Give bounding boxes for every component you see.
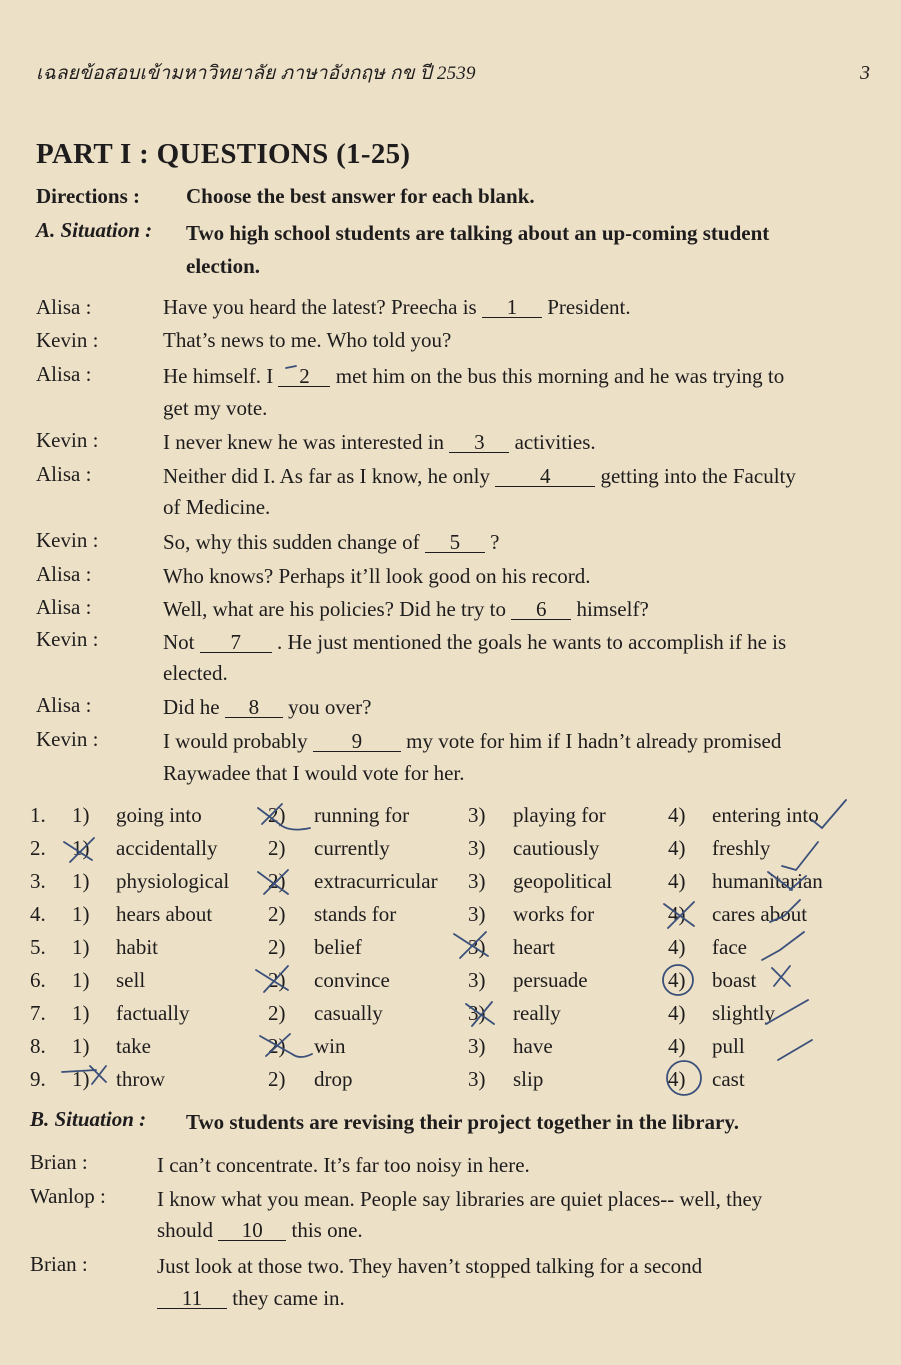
option-text: slightly: [712, 1001, 776, 1025]
speaker: Alisa :: [36, 362, 92, 386]
option-number: 3): [468, 1034, 486, 1058]
option-text: stands for: [314, 902, 397, 926]
option-text: persuade: [513, 968, 588, 992]
cross-mark-icon: [258, 804, 310, 830]
option-number: 3): [468, 1001, 486, 1025]
directions-label: Directions :: [36, 184, 141, 208]
option-text: boast: [712, 968, 757, 992]
dialogue-line: [157, 1286, 345, 1311]
option-number: 2): [268, 902, 286, 926]
dialogue-line: I know what you mean. People say libraries are quiet places-- well, they: [157, 1187, 763, 1211]
line-text: He himself. I: [163, 364, 274, 388]
option-text: heart: [513, 935, 555, 959]
answer-blank: 2: [278, 366, 330, 387]
option-text: convince: [314, 968, 390, 992]
option-text: have: [513, 1034, 553, 1058]
option-number: 4): [668, 1034, 686, 1058]
answer-blank: 3: [449, 432, 509, 453]
check-mark-icon: [782, 842, 818, 870]
option-number: 1): [72, 1001, 90, 1025]
answer-blank: 7: [200, 632, 272, 653]
situation-a-text-2: election.: [186, 254, 261, 278]
question-number: 3.: [30, 869, 46, 893]
cross-mark-icon: [258, 870, 288, 894]
option-number: 2): [268, 1067, 286, 1091]
line-text: ?: [490, 530, 500, 554]
option-text: slip: [513, 1067, 544, 1091]
check-mark-icon: [812, 800, 846, 828]
dialogue-line: Raywadee that I would vote for her.: [163, 761, 465, 785]
answer-blank: 11: [157, 1288, 227, 1309]
option-text: drop: [314, 1067, 353, 1091]
option-number: 4): [668, 869, 686, 893]
option-number: 1): [72, 836, 90, 860]
speaker: Alisa :: [36, 295, 92, 319]
running-header: เฉลยข้อสอบเข้ามหาวิทยาลัย ภาษาอังกฤษ กข ปี 2539: [36, 63, 476, 84]
circle-mark-icon: [663, 965, 693, 995]
option-number: 4): [668, 1067, 686, 1091]
option-number: 4): [668, 902, 686, 926]
answer-blank: 1: [482, 297, 542, 318]
option-number: 1): [72, 902, 90, 926]
check-mark-icon: [778, 1040, 812, 1060]
question-number: 7.: [30, 1001, 46, 1025]
line-text: this one.: [291, 1218, 363, 1242]
option-number: 4): [668, 1001, 686, 1025]
line-text: Not: [163, 630, 195, 654]
cross-mark-icon: [664, 902, 694, 928]
option-number: 1): [72, 869, 90, 893]
line-text: President.: [547, 295, 631, 319]
page-number: 3: [860, 62, 870, 84]
speaker: Brian :: [30, 1150, 88, 1174]
situation-a-text: Two high school students are talking about an up-coming student: [186, 221, 770, 245]
option-text: face: [712, 935, 747, 959]
option-text: pull: [712, 1034, 745, 1058]
option-number: 3): [468, 803, 486, 827]
speaker: Wanlop :: [30, 1184, 106, 1208]
check-mark-icon: [768, 872, 806, 890]
option-text: currently: [314, 836, 390, 860]
option-number: 2): [268, 869, 286, 893]
option-text: casually: [314, 1001, 383, 1025]
question-number: 9.: [30, 1067, 46, 1091]
answer-blank: 5: [425, 532, 485, 553]
cross-mark-icon: [62, 1066, 106, 1084]
option-text: take: [116, 1034, 151, 1058]
line-text: Have you heard the latest? Preecha is: [163, 295, 477, 319]
dialogue-line: [157, 1218, 363, 1243]
cross-mark-icon: [64, 838, 94, 862]
option-text: cares about: [712, 902, 808, 926]
speaker: Alisa :: [36, 595, 92, 619]
check-mark-icon: [766, 1000, 808, 1024]
option-text: cautiously: [513, 836, 600, 860]
speaker: Kevin :: [36, 328, 99, 352]
option-text: accidentally: [116, 836, 218, 860]
directions-text: Choose the best answer for each blank.: [186, 184, 535, 208]
option-number: 3): [468, 968, 486, 992]
option-text: extracurricular: [314, 869, 438, 893]
answer-blank: 9: [313, 731, 401, 752]
line-text: activities.: [514, 430, 596, 454]
speaker: Alisa :: [36, 562, 92, 586]
dialogue-line: of Medicine.: [163, 495, 271, 519]
dialogue-line: I can’t concentrate. It’s far too noisy in here.: [157, 1153, 530, 1177]
option-text: geopolitical: [513, 869, 613, 893]
speaker: Kevin :: [36, 528, 99, 552]
option-number: 3): [468, 935, 486, 959]
option-text: really: [513, 1001, 561, 1025]
answer-blank: 6: [511, 599, 571, 620]
speaker: Alisa :: [36, 462, 92, 486]
option-number: 2): [268, 1034, 286, 1058]
option-number: 2): [268, 968, 286, 992]
situation-a-label: A. Situation :: [36, 218, 153, 242]
cross-mark-icon: [772, 966, 790, 986]
check-mark-icon: [762, 932, 804, 960]
line-text: . He just mentioned the goals he wants to accomplish if he is: [277, 630, 787, 654]
speaker: Kevin :: [36, 428, 99, 452]
line-text: Neither did I. As far as I know, he only: [163, 464, 490, 488]
option-text: physiological: [116, 869, 230, 893]
option-number: 1): [72, 968, 90, 992]
line-text: they came in.: [232, 1286, 345, 1310]
option-number: 3): [468, 869, 486, 893]
dialogue-line: Who knows? Perhaps it’ll look good on his record.: [163, 564, 591, 588]
line-text: So, why this sudden change of: [163, 530, 420, 554]
line-text: met him on the bus this morning and he was trying to: [335, 364, 785, 388]
option-text: throw: [116, 1067, 165, 1091]
option-number: 1): [72, 935, 90, 959]
line-text: I never knew he was interested in: [163, 430, 445, 454]
dialogue-line: That’s news to me. Who told you?: [163, 328, 452, 352]
option-number: 2): [268, 1001, 286, 1025]
option-number: 4): [668, 968, 686, 992]
line-text: I would probably: [163, 729, 308, 753]
option-text: belief: [314, 935, 362, 959]
option-number: 4): [668, 935, 686, 959]
check-mark-icon: [770, 900, 800, 922]
cross-mark-icon: [260, 1034, 312, 1057]
option-number: 4): [668, 803, 686, 827]
speaker: Kevin :: [36, 627, 99, 651]
option-text: entering into: [712, 803, 819, 827]
question-number: 8.: [30, 1034, 46, 1058]
answer-blank: 10: [218, 1220, 286, 1241]
question-number: 5.: [30, 935, 46, 959]
option-number: 2): [268, 836, 286, 860]
option-text: freshly: [712, 836, 771, 860]
option-text: sell: [116, 968, 146, 992]
cross-mark-icon: [256, 966, 288, 992]
option-number: 4): [668, 836, 686, 860]
speaker: Brian :: [30, 1252, 88, 1276]
dialogue-line: Just look at those two. They haven’t stopped talking for a second: [157, 1254, 703, 1278]
speaker: Alisa :: [36, 693, 92, 717]
option-number: 3): [468, 1067, 486, 1091]
option-text: cast: [712, 1067, 745, 1091]
situation-b-label: B. Situation :: [30, 1107, 147, 1131]
line-text: Did he: [163, 695, 220, 719]
option-number: 1): [72, 1034, 90, 1058]
cross-mark-icon: [454, 932, 488, 958]
question-number: 2.: [30, 836, 46, 860]
correction-mark-icon: [286, 366, 296, 368]
option-number: 3): [468, 902, 486, 926]
option-number: 2): [268, 935, 286, 959]
question-number: 1.: [30, 803, 46, 827]
option-number: 2): [268, 803, 286, 827]
speaker: Kevin :: [36, 727, 99, 751]
option-text: hears about: [116, 902, 213, 926]
question-number: 6.: [30, 968, 46, 992]
option-text: going into: [116, 803, 202, 827]
cross-mark-icon: [466, 1002, 494, 1026]
line-text: should: [157, 1218, 214, 1242]
question-number: 4.: [30, 902, 46, 926]
option-number: 1): [72, 803, 90, 827]
part-title: PART I : QUESTIONS (1-25): [36, 138, 411, 170]
line-text: Well, what are his policies? Did he try to: [163, 597, 506, 621]
option-text: factually: [116, 1001, 190, 1025]
dialogue-line: elected.: [163, 661, 228, 685]
option-number: 3): [468, 836, 486, 860]
situation-b-text: Two students are revising their project together in the library.: [186, 1110, 739, 1134]
option-text: win: [314, 1034, 346, 1058]
line-text: himself?: [576, 597, 649, 621]
option-text: habit: [116, 935, 158, 959]
option-text: humanitarian: [712, 869, 823, 893]
answer-blank: 4: [495, 466, 595, 487]
line-text: my vote for him if I hadn’t already promised: [406, 729, 782, 753]
option-text: playing for: [513, 803, 606, 827]
option-text: running for: [314, 803, 410, 827]
dialogue-line: get my vote.: [163, 396, 268, 420]
line-text: getting into the Faculty: [600, 464, 796, 488]
option-text: works for: [513, 902, 595, 926]
line-text: you over?: [288, 695, 372, 719]
option-number: 1): [72, 1067, 90, 1091]
answer-blank: 8: [225, 697, 283, 718]
circle-mark-icon: [667, 1061, 701, 1095]
